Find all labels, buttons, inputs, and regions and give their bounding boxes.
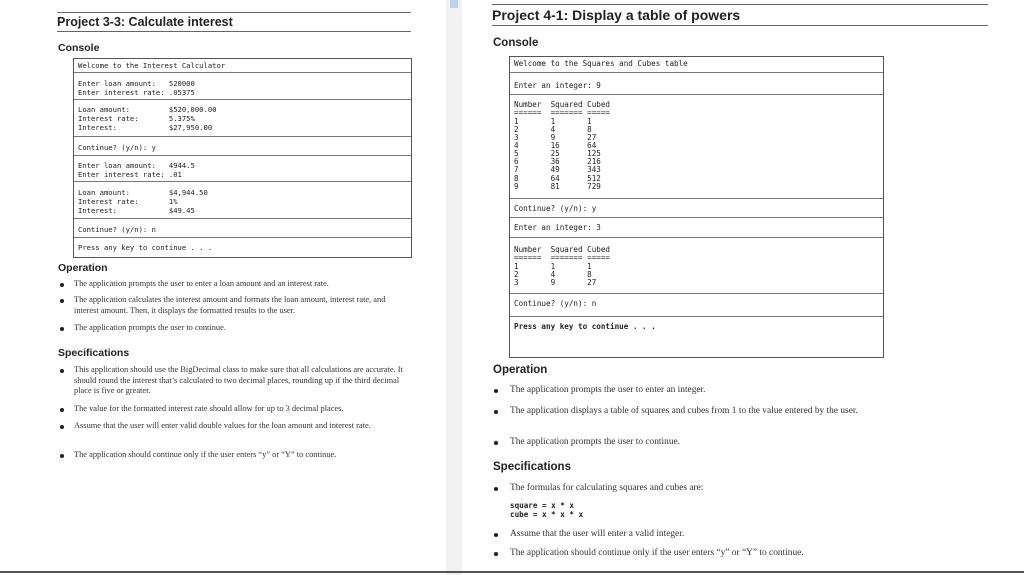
bullet bbox=[494, 487, 498, 491]
console-line: Welcome to the Interest Calculator bbox=[78, 61, 226, 70]
console-line: 1 1 1 bbox=[514, 262, 592, 271]
bullet bbox=[494, 441, 498, 445]
console-divider bbox=[74, 136, 411, 137]
project-4-1-title: Project 4-1: Display a table of powers bbox=[492, 4, 988, 26]
console-divider bbox=[74, 72, 411, 73]
specification-item: Assume that the user will enter valid double values for the loan amount and interest rate. bbox=[74, 421, 371, 430]
bullet bbox=[60, 327, 64, 331]
console-line: 1 1 1 bbox=[514, 117, 592, 126]
bullet bbox=[60, 369, 64, 373]
console-line: Enter an integer: 3 bbox=[514, 223, 601, 232]
console-line: 2 4 8 bbox=[514, 270, 592, 279]
bullet bbox=[60, 408, 64, 412]
console-line: Interest rate: 5.375% bbox=[78, 114, 195, 123]
console-divider bbox=[510, 198, 883, 199]
bullet bbox=[60, 299, 64, 303]
console-line: Enter interest rate: .01 bbox=[78, 170, 182, 179]
console-divider bbox=[74, 99, 411, 100]
operation-item: The application calculates the interest amount and formats the loan amount, interest rate, and interest amount. Then, it displays the formatted results to the user. bbox=[74, 295, 386, 315]
console-line: Interest rate: 1% bbox=[78, 197, 178, 206]
console-line: 9 81 729 bbox=[514, 182, 601, 191]
console-divider bbox=[510, 316, 883, 317]
bullet bbox=[60, 454, 64, 458]
left-page bbox=[0, 0, 446, 575]
bullet bbox=[494, 533, 498, 537]
console-line: Enter loan amount: 4944.5 bbox=[78, 161, 195, 170]
bullet bbox=[494, 389, 498, 393]
console-divider bbox=[74, 155, 411, 156]
console-line: 7 49 343 bbox=[514, 165, 601, 174]
bullet bbox=[494, 552, 498, 556]
console-line: 5 25 125 bbox=[514, 149, 601, 158]
right-console-heading: Console bbox=[493, 37, 539, 49]
console-divider bbox=[510, 217, 883, 218]
scroll-marker bbox=[450, 0, 458, 8]
operation-item: The application prompts the user to continue. bbox=[74, 323, 226, 332]
bullet bbox=[494, 410, 498, 414]
console-line: Continue? (y/n): y bbox=[514, 204, 597, 213]
right-console-box bbox=[509, 56, 884, 358]
operation-item: The application prompts the user to continue. bbox=[510, 437, 681, 447]
project-3-3-title: Project 3-3: Calculate interest bbox=[57, 12, 411, 32]
console-divider bbox=[510, 72, 883, 73]
bullet bbox=[60, 425, 64, 429]
specification-item: Assume that the user will enter a valid integer. bbox=[510, 529, 685, 539]
console-line: Interest: $49.45 bbox=[78, 206, 195, 215]
right-specifications-heading: Specifications bbox=[493, 461, 571, 473]
bullet bbox=[60, 283, 64, 287]
console-line: Number Squared Cubed bbox=[514, 100, 611, 109]
console-line: 8 64 512 bbox=[514, 174, 601, 183]
console-line: Continue? (y/n): y bbox=[78, 143, 156, 152]
console-line: Enter loan amount: 520000 bbox=[78, 79, 195, 88]
console-divider bbox=[510, 237, 883, 238]
console-divider bbox=[510, 293, 883, 294]
console-line: Loan amount: $4,944.50 bbox=[78, 188, 208, 197]
console-line: Loan amount: $520,000.00 bbox=[78, 105, 217, 114]
cube-formula: cube = x * x * x bbox=[510, 510, 584, 519]
console-divider bbox=[510, 94, 883, 95]
console-line: Interest: $27,950.00 bbox=[78, 123, 213, 132]
console-line: Press any key to continue . . . bbox=[78, 243, 213, 252]
console-line: 2 4 8 bbox=[514, 125, 592, 134]
specification-item: The application should continue only if the user enters “y” or “Y” to continue. bbox=[74, 450, 337, 459]
right-operation-heading: Operation bbox=[493, 364, 548, 376]
console-line: 3 9 27 bbox=[514, 133, 597, 142]
specification-item: The application should continue only if the user enters “y” or “Y” to continue. bbox=[510, 548, 804, 558]
console-line: Welcome to the Squares and Cubes table bbox=[514, 59, 688, 68]
console-divider bbox=[74, 218, 411, 219]
console-line: ====== ======= ===== bbox=[514, 253, 611, 262]
page-gap bbox=[446, 0, 462, 575]
left-specifications-heading: Specifications bbox=[58, 347, 130, 359]
console-line: 6 36 216 bbox=[514, 157, 601, 166]
operation-item: The application prompts the user to enter an integer. bbox=[510, 385, 706, 395]
operation-item: The application displays a table of squares and cubes from 1 to the value entered by the user. bbox=[510, 406, 858, 416]
operation-item: The application prompts the user to enter a loan amount and an interest rate. bbox=[74, 279, 329, 288]
specification-item: The value for the formatted interest rate should allow for up to 3 decimal places. bbox=[74, 404, 344, 413]
specification-item: This application should use the BigDecimal class to make sure that all calculations are accurate. It should round the interest that’s calculated to two decimal places, rounding up if the third decimal place is five or greater. bbox=[74, 365, 403, 396]
right-page bbox=[462, 0, 1024, 575]
left-console-box bbox=[73, 58, 412, 258]
console-line: ====== ======= ===== bbox=[514, 108, 611, 117]
console-divider bbox=[74, 181, 411, 182]
console-line: 3 9 27 bbox=[514, 278, 597, 287]
left-operation-heading: Operation bbox=[58, 262, 108, 274]
bottom-rule bbox=[0, 571, 1024, 573]
console-line: Number Squared Cubed bbox=[514, 245, 611, 254]
console-divider bbox=[74, 237, 411, 238]
console-line: Enter interest rate: .05375 bbox=[78, 88, 195, 97]
square-formula: square = x * x bbox=[510, 501, 575, 510]
left-console-heading: Console bbox=[58, 42, 100, 54]
specification-intro: The formulas for calculating squares and cubes are: bbox=[510, 483, 704, 493]
console-line: Press any key to continue . . . bbox=[514, 322, 656, 331]
console-line: Enter an integer: 9 bbox=[514, 81, 601, 90]
console-line: Continue? (y/n): n bbox=[78, 225, 156, 234]
console-line: 4 16 64 bbox=[514, 141, 597, 150]
console-line: Continue? (y/n): n bbox=[514, 299, 597, 308]
